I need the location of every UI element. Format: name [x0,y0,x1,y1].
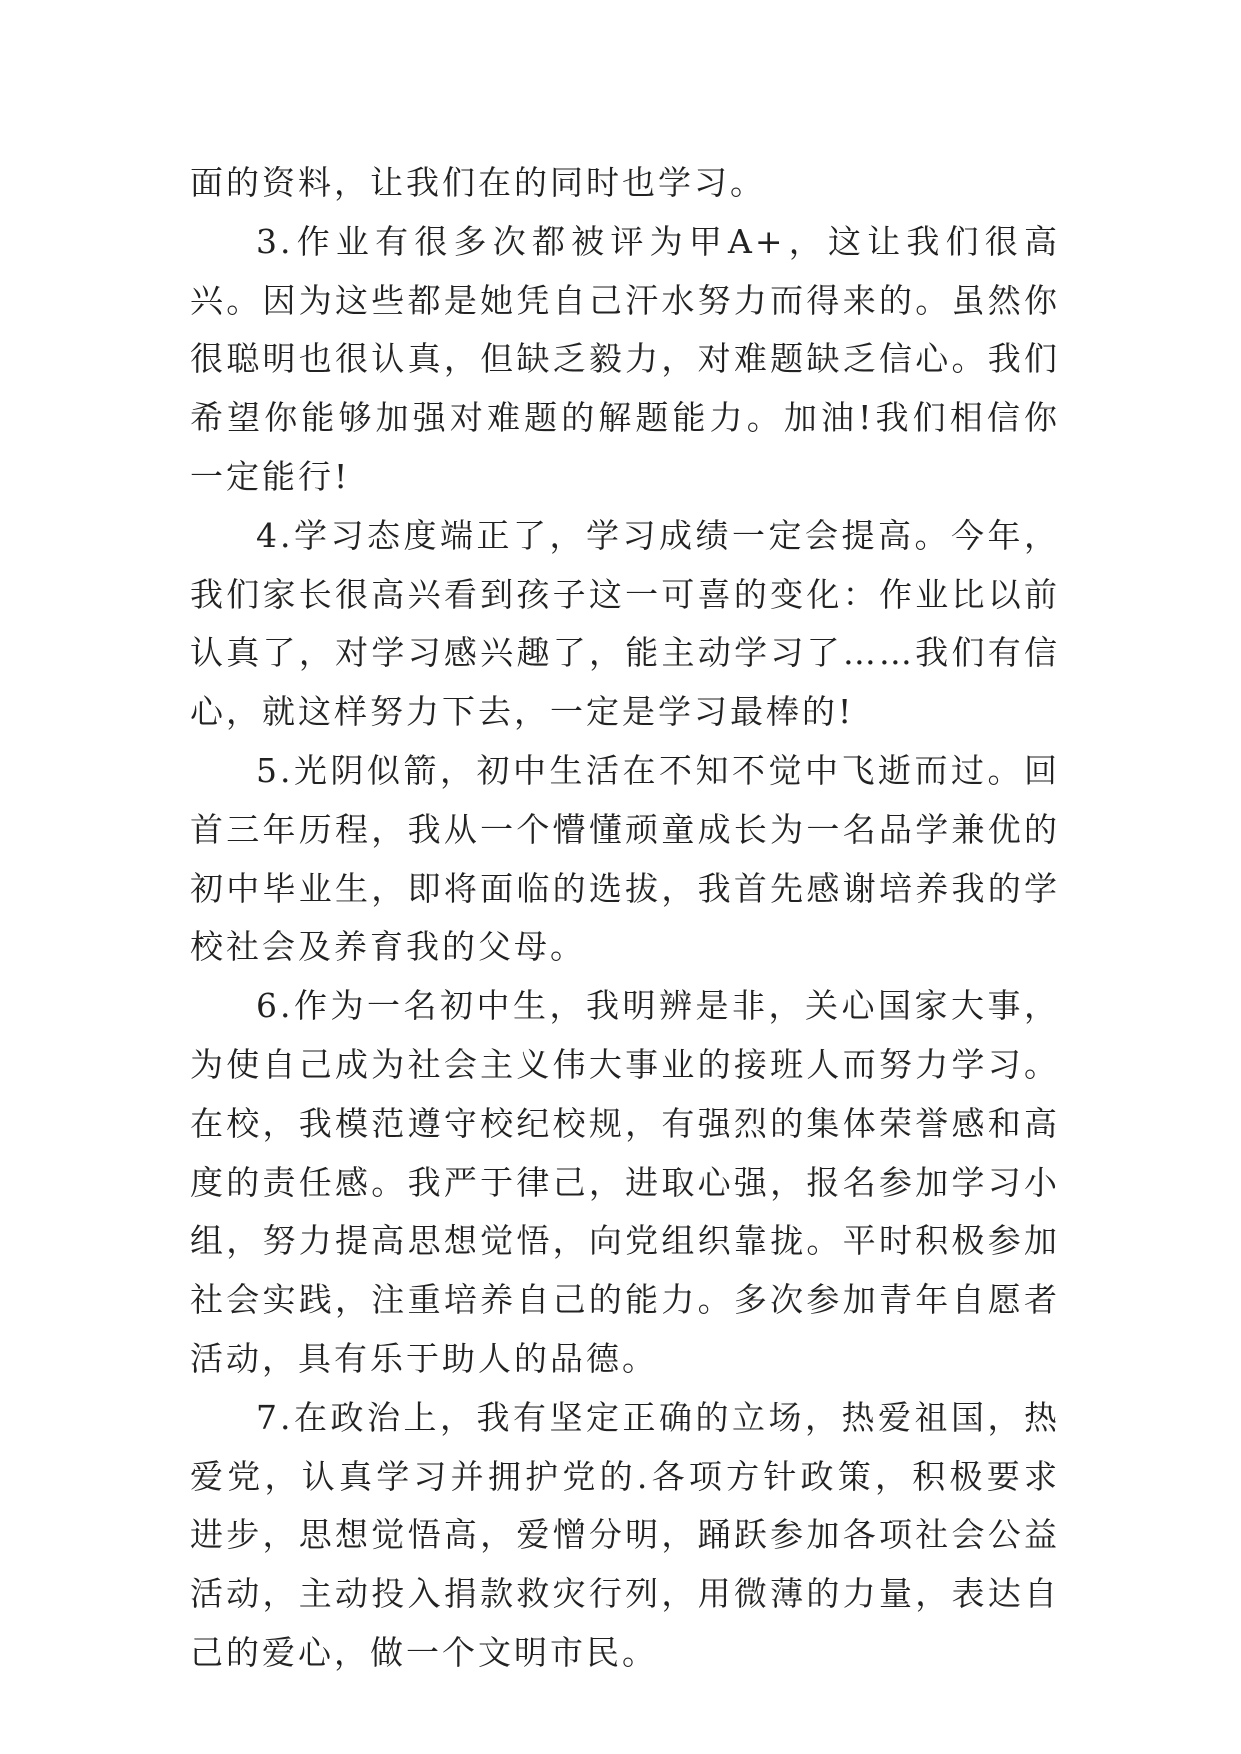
paragraph-item-3: 3.作业有很多次都被评为甲A+，这让我们很高兴。因为这些都是她凭自己汗水努力而得来的。虽然你很聪明也很认真，但缺乏毅力，对难题缺乏信心。我们希望你能够加强对难题的解题能力。加油!我们相信你一定能行! [190,221,1060,496]
document-body [190,154,1060,1683]
paragraph-item-6: 6.作为一名初中生，我明辨是非，关心国家大事，为使自己成为社会主义伟大事业的接班人而努力学习。在校，我模范遵守校纪校规，有强烈的集体荣誉感和高度的责任感。我严于律己，进取心强，报名参加学习小组，努力提高思想觉悟，向党组织靠拢。平时积极参加社会实践，注重培养自己的能力。多次参加青年自愿者活动，具有乐于助人的品德。 [190,986,1060,1378]
paragraph-item-4: 4.学习态度端正了，学习成绩一定会提高。今年，我们家长很高兴看到孩子这一可喜的变化：作业比以前认真了，对学习感兴趣了，能主动学习了……我们有信心，就这样努力下去，一定是学习最棒的! [190,515,1060,732]
paragraph-continuation: 面的资料，让我们在的同时也学习。 [190,163,766,202]
paragraph-item-7: 7.在政治上，我有坚定正确的立场，热爱祖国，热爱党，认真学习并拥护党的.各项方针政策，积极要求进步，思想觉悟高，爱憎分明，踊跃参加各项社会公益活动，主动投入捐款救灾行列，用微薄的力量，表达自己的爱心，做一个文明市民。 [190,1397,1060,1672]
paragraph-item-5: 5.光阴似箭，初中生活在不知不觉中飞逝而过。回首三年历程，我从一个懵懂顽童成长为一名品学兼优的初中毕业生，即将面临的选拔，我首先感谢培养我的学校社会及养育我的父母。 [190,750,1060,967]
